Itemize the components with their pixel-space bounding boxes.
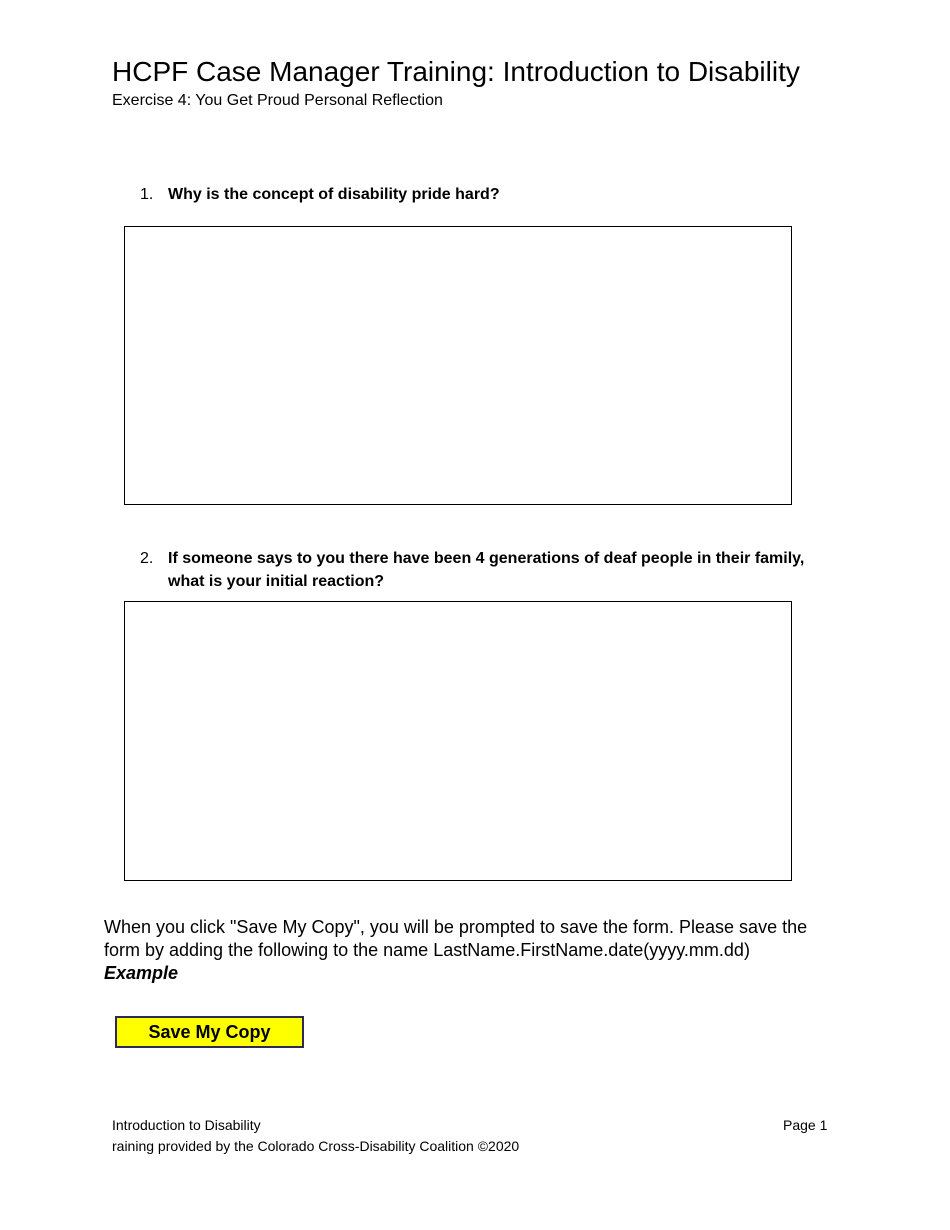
save-instructions: When you click "Save My Copy", you will be prompted to save the form. Please save the form by adding the following to the name LastName.FirstName.date(yyyy.mm.dd) — [104, 917, 808, 960]
question-1-text: Why is the concept of disability pride hard? — [168, 186, 500, 203]
answer-1-field[interactable] — [124, 226, 792, 505]
question-2-text: If someone says to you there have been 4 generations of deaf people in their family, what is your initial reaction? — [168, 550, 805, 590]
save-my-copy-button[interactable]: Save My Copy — [115, 1016, 304, 1048]
question-2-number: 2. — [140, 550, 154, 567]
question-1-number: 1. — [140, 186, 154, 203]
page-title: HCPF Case Manager Training: Introduction to Disability — [112, 56, 800, 87]
footer-credit: raining provided by the Colorado Cross-Disability Coalition ©2020 — [112, 1138, 520, 1154]
page-subtitle: Exercise 4: You Get Proud Personal Reflection — [112, 92, 443, 109]
example-label: Example — [104, 963, 179, 983]
answer-2-field[interactable] — [124, 601, 792, 881]
page-number: Page 1 — [783, 1117, 828, 1133]
footer-title: Introduction to Disability — [112, 1117, 261, 1133]
